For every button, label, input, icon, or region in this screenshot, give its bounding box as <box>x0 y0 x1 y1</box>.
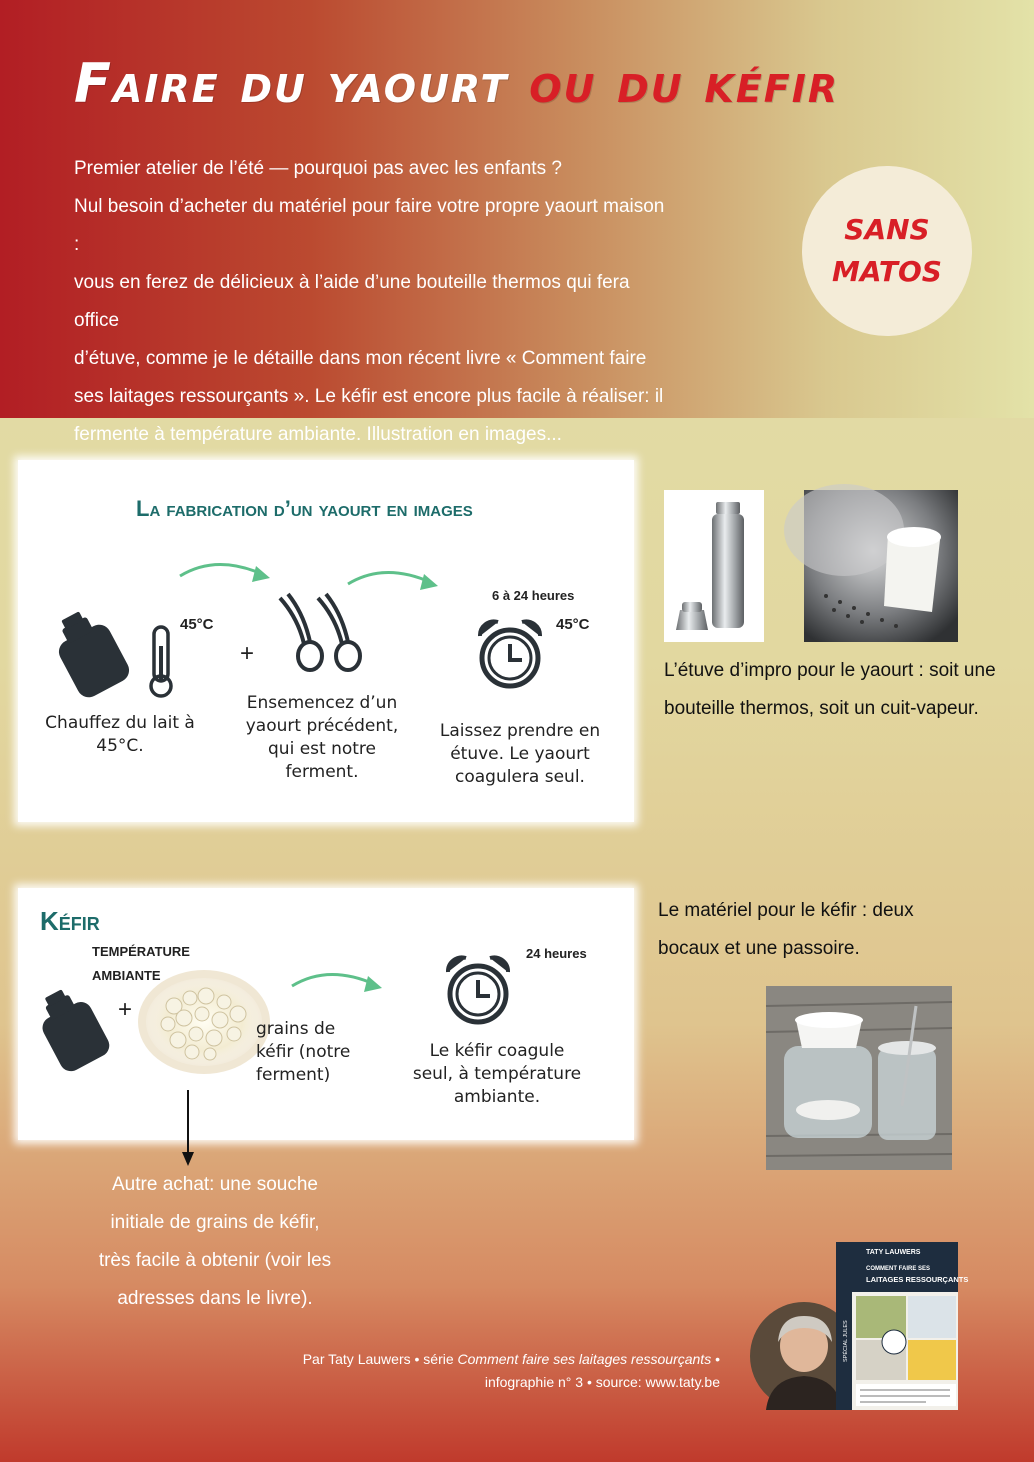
title-part-1: Faire du yaourt <box>74 52 509 115</box>
book-title-line-2: LAITAGES RESSOURÇANTS <box>866 1275 969 1284</box>
temperature-line-2: AMBIANTE <box>92 968 161 983</box>
temperature-label: 45°C <box>180 616 214 633</box>
steamer-photo <box>804 490 958 642</box>
kefir-material-line: Le matériel pour le kéfir : deux <box>658 900 914 921</box>
kefir-grains-image <box>134 966 274 1078</box>
intro-line: fermente à température ambiante. Illustration en images... <box>74 424 562 445</box>
step-2-caption: Ensemencez d’un yaourt précédent, qui est notre ferment. <box>245 693 399 782</box>
credits-sep: • <box>711 1351 720 1367</box>
pointer-arrow-icon <box>178 1090 198 1168</box>
coagule-caption: Le kéfir coagule seul, à température ambiante. <box>412 1041 582 1107</box>
note-line: Autre achat: une souche <box>112 1174 318 1195</box>
page-title <box>74 52 1014 115</box>
intro-text <box>74 150 674 454</box>
duration-label: 24 heures <box>526 946 587 961</box>
temperature-label: 45°C <box>556 616 590 633</box>
intro-line: Nul besoin d’acheter du matériel pour faire votre propre yaourt maison : <box>74 196 665 255</box>
duration-label: 6 à 24 heures <box>492 588 575 603</box>
temperature-line-1: TEMPÉRATURE <box>92 944 190 959</box>
kefir-material-caption <box>658 892 914 968</box>
etuve-caption-line: bouteille thermos, soit un cuit-vapeur. <box>664 698 979 719</box>
title-part-2: ou du kéfir <box>529 52 840 115</box>
kefir-card <box>18 888 634 1140</box>
credits-line-2: infographie n° 3 • source: www.taty.be <box>484 1374 720 1390</box>
kefir-material-line: bocaux et une passoire. <box>658 938 860 959</box>
kefir-section-title: Kéfir <box>40 906 100 936</box>
credits-series: Comment faire ses laitages ressourçants <box>457 1351 712 1367</box>
intro-line: Premier atelier de l’été — pourquoi pas avec les enfants ? <box>74 158 562 179</box>
thermos-photo <box>664 490 764 642</box>
etuve-caption <box>664 652 996 728</box>
intro-line: vous en ferez de délicieux à l’aide d’une bouteille thermos qui fera office <box>74 272 630 331</box>
note-line: adresses dans le livre). <box>117 1288 313 1309</box>
book-cover <box>836 1242 969 1410</box>
book-spine-label: SPÉCIAL JULES <box>843 1320 849 1362</box>
note-line: initiale de grains de kéfir, <box>110 1212 320 1233</box>
badge-line-2: MATOS <box>832 255 942 288</box>
thermometer-icon <box>144 624 178 700</box>
plus-sign: + <box>118 996 133 1023</box>
arrow-icon <box>288 962 388 998</box>
milk-bottle-icon <box>34 986 114 1072</box>
intro-line: ses laitages ressourçants ». Le kéfir est encore plus facile à réaliser: il <box>74 386 664 407</box>
credits-line-1 <box>250 1348 720 1371</box>
note-line: très facile à obtenir (voir les <box>98 1250 332 1271</box>
milk-bottle-icon <box>50 608 134 698</box>
grains-caption: grains de kéfir (notre ferment) <box>256 1019 351 1085</box>
sans-matos-badge <box>802 166 972 336</box>
etuve-caption-line: L’étuve d’impro pour le yaourt : soit une <box>664 660 996 681</box>
credits-author: Par Taty Lauwers • série <box>302 1351 458 1367</box>
step-1-caption: Chauffez du lait à 45°C. <box>45 713 195 756</box>
plus-sign: + <box>240 640 255 667</box>
alarm-clock-icon <box>470 616 550 694</box>
arrow-icon <box>344 560 444 596</box>
yaourt-section-title: La fabrication d’un yaourt en images <box>136 496 473 521</box>
kefir-note <box>90 1166 340 1318</box>
badge-line-1: SANS <box>844 213 930 246</box>
kefir-jars-photo <box>766 986 952 1170</box>
spoons-icon <box>274 592 374 676</box>
arrow-icon <box>176 552 276 588</box>
book-title-line-1: COMMENT FAIRE SES <box>866 1266 931 1272</box>
alarm-clock-icon <box>438 952 518 1030</box>
intro-line: d’étuve, comme je le détaille dans mon récent livre « Comment faire <box>74 348 647 369</box>
book-author: TATY LAUWERS <box>866 1249 921 1256</box>
step-3-caption: Laissez prendre en étuve. Le yaourt coagulera seul. <box>439 721 601 787</box>
yaourt-card <box>18 460 634 822</box>
credits <box>250 1348 720 1394</box>
